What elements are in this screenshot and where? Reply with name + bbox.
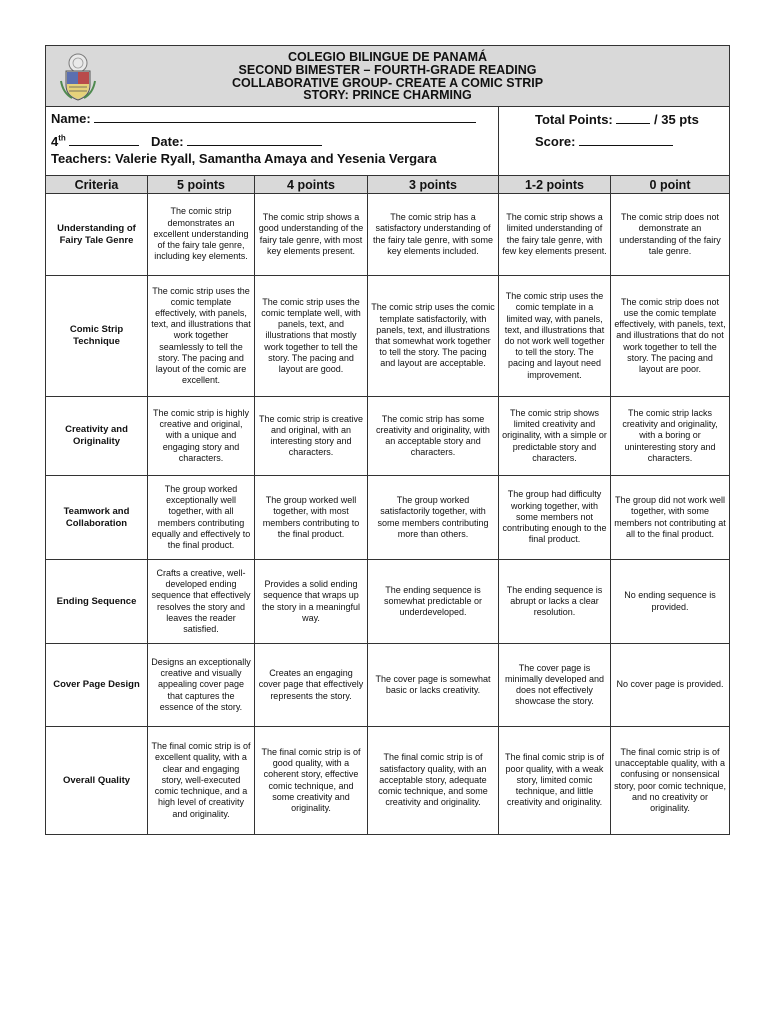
- date-field[interactable]: [187, 134, 322, 146]
- descriptor-cell: The final comic strip is of satisfactory quality, with an acceptable story, adequate comic technique, and some creativity and originality.: [368, 727, 499, 835]
- total-points-suffix: / 35 pts: [654, 112, 699, 127]
- criteria-cell: Creativity and Originality: [46, 397, 148, 476]
- descriptor-cell: The comic strip shows a limited understanding of the fairy tale genre, with few key elements present.: [499, 194, 611, 276]
- descriptor-cell: Provides a solid ending sequence that wraps up the story in a meaningful way.: [255, 560, 368, 644]
- term-title: SECOND BIMESTER – FOURTH-GRADE READING: [238, 62, 537, 77]
- student-info: [46, 107, 499, 176]
- grade-date-line: [51, 129, 493, 149]
- activity-title: COLLABORATIVE GROUP- CREATE A COMIC STRIP: [231, 75, 544, 90]
- descriptor-cell: The comic strip demonstrates an excellent understanding of the fairy tale genre, including key elements.: [148, 194, 255, 276]
- descriptor-cell: Crafts a creative, well-developed ending sequence that effectively resolves the story and leaves the reader satisfied.: [148, 560, 255, 644]
- grade-field[interactable]: [69, 134, 139, 146]
- descriptor-cell: The comic strip is creative and original, with an interesting story and characters.: [255, 397, 368, 476]
- total-points-line: [499, 109, 729, 131]
- descriptor-cell: The comic strip shows limited creativity and originality, with a simple or predictable story and characters.: [499, 397, 611, 476]
- descriptor-cell: No ending sequence is provided.: [611, 560, 730, 644]
- col-1-2-points: 1-2 points: [499, 176, 611, 194]
- col-3-points: 3 points: [368, 176, 499, 194]
- points-info: [499, 107, 730, 176]
- grade-label: 4th: [51, 134, 66, 150]
- criteria-cell: Comic Strip Technique: [46, 276, 148, 397]
- descriptor-cell: The ending sequence is abrupt or lacks a clear resolution.: [499, 560, 611, 644]
- criteria-cell: Understanding of Fairy Tale Genre: [46, 194, 148, 276]
- descriptor-cell: The comic strip uses the comic template satisfactorily, with panels, text, and illustrations that somewhat work together to tell the story. The pacing and layout are acceptable.: [368, 276, 499, 397]
- descriptor-cell: The group worked exceptionally well together, with all members contributing equally and effectively to the final product.: [148, 476, 255, 560]
- descriptor-cell: No cover page is provided.: [611, 644, 730, 727]
- descriptor-cell: The ending sequence is somewhat predictable or underdeveloped.: [368, 560, 499, 644]
- descriptor-cell: The comic strip has some creativity and originality, with an acceptable story and characters.: [368, 397, 499, 476]
- descriptor-cell: The final comic strip is of excellent quality, with a clear and engaging story, well-executed comic technique, and a high level of creativity and originality.: [148, 727, 255, 835]
- school-crest-icon: [58, 51, 98, 101]
- descriptor-cell: Designs an exceptionally creative and visually appealing cover page that captures the essence of the story.: [148, 644, 255, 727]
- teachers-line: Teachers: Valerie Ryall, Samantha Amaya and Yesenia Vergara: [51, 151, 437, 166]
- col-4-points: 4 points: [255, 176, 368, 194]
- descriptor-cell: The comic strip does not demonstrate an understanding of the fairy tale genre.: [611, 194, 730, 276]
- table-row: [46, 194, 730, 276]
- criteria-cell: Teamwork and Collaboration: [46, 476, 148, 560]
- descriptor-cell: The final comic strip is of poor quality, with a weak story, limited comic technique, and little creativity and originality.: [499, 727, 611, 835]
- date-label: Date:: [151, 134, 184, 150]
- rubric-table: [45, 45, 730, 835]
- descriptor-cell: The comic strip shows a good understanding of the fairy tale genre, with most key elements present.: [255, 194, 368, 276]
- descriptor-cell: The comic strip uses the comic template in a limited way, with panels, text, and illustrations that do not work well together to tell the story. The pacing and layout need improvement.: [499, 276, 611, 397]
- school-name: COLEGIO BILINGUE DE PANAMÁ: [287, 50, 488, 65]
- table-row: [46, 397, 730, 476]
- descriptor-cell: The cover page is somewhat basic or lacks creativity.: [368, 644, 499, 727]
- descriptor-cell: The group did not work well together, with some members not contributing at all to the final product.: [611, 476, 730, 560]
- table-row: [46, 560, 730, 644]
- table-row: [46, 276, 730, 397]
- descriptor-cell: The comic strip lacks creativity and originality, with a boring or uninteresting story and characters.: [611, 397, 730, 476]
- score-field[interactable]: [579, 134, 673, 146]
- descriptor-cell: The cover page is minimally developed and does not effectively showcase the story.: [499, 644, 611, 727]
- descriptor-cell: The comic strip is highly creative and original, with a unique and engaging story and characters.: [148, 397, 255, 476]
- descriptor-cell: Creates an engaging cover page that effectively represents the story.: [255, 644, 368, 727]
- story-title: STORY: PRINCE CHARMING: [303, 88, 472, 103]
- descriptor-cell: The group worked well together, with most members contributing to the final product.: [255, 476, 368, 560]
- descriptor-cell: The comic strip does not use the comic template effectively, with panels, text, and illustrations that do not work together to tell the story. The pacing and layout are poor.: [611, 276, 730, 397]
- col-criteria: Criteria: [46, 176, 148, 194]
- total-points-field[interactable]: [616, 112, 650, 124]
- column-header-row: [46, 176, 730, 194]
- header-cell: [46, 46, 730, 107]
- header-row: [46, 46, 730, 107]
- criteria-cell: Cover Page Design: [46, 644, 148, 727]
- total-points-label: Total Points:: [535, 112, 613, 127]
- criteria-cell: Ending Sequence: [46, 560, 148, 644]
- table-row: [46, 727, 730, 835]
- score-label: Score:: [535, 134, 576, 149]
- descriptor-cell: The group had difficulty working together, with some members not contributing enough to the final product.: [499, 476, 611, 560]
- score-line: [499, 131, 729, 153]
- col-0-point: 0 point: [611, 176, 730, 194]
- table-row: [46, 644, 730, 727]
- table-row: [46, 476, 730, 560]
- descriptor-cell: The final comic strip is of good quality, with a coherent story, effective comic technique, and some creativity and originality.: [255, 727, 368, 835]
- descriptor-cell: The comic strip uses the comic template well, with panels, text, and illustrations that mostly work together to tell the story. The pacing and layout are good.: [255, 276, 368, 397]
- descriptor-cell: The final comic strip is of unacceptable quality, with a confusing or nonsensical story, poor comic technique, and no creativity or originality.: [611, 727, 730, 835]
- descriptor-cell: The group worked satisfactorily together, with some members contributing more than others.: [368, 476, 499, 560]
- col-5-points: 5 points: [148, 176, 255, 194]
- descriptor-cell: The comic strip uses the comic template effectively, with panels, text, and illustrations that work together seamlessly to tell the story. The pacing and layout of the comic are excellent.: [148, 276, 255, 397]
- descriptor-cell: The comic strip has a satisfactory understanding of the fairy tale genre, with some key elements included.: [368, 194, 499, 276]
- name-label: Name:: [51, 111, 91, 126]
- name-line: [51, 109, 493, 129]
- info-row: [46, 107, 730, 176]
- name-field[interactable]: [94, 111, 476, 123]
- criteria-cell: Overall Quality: [46, 727, 148, 835]
